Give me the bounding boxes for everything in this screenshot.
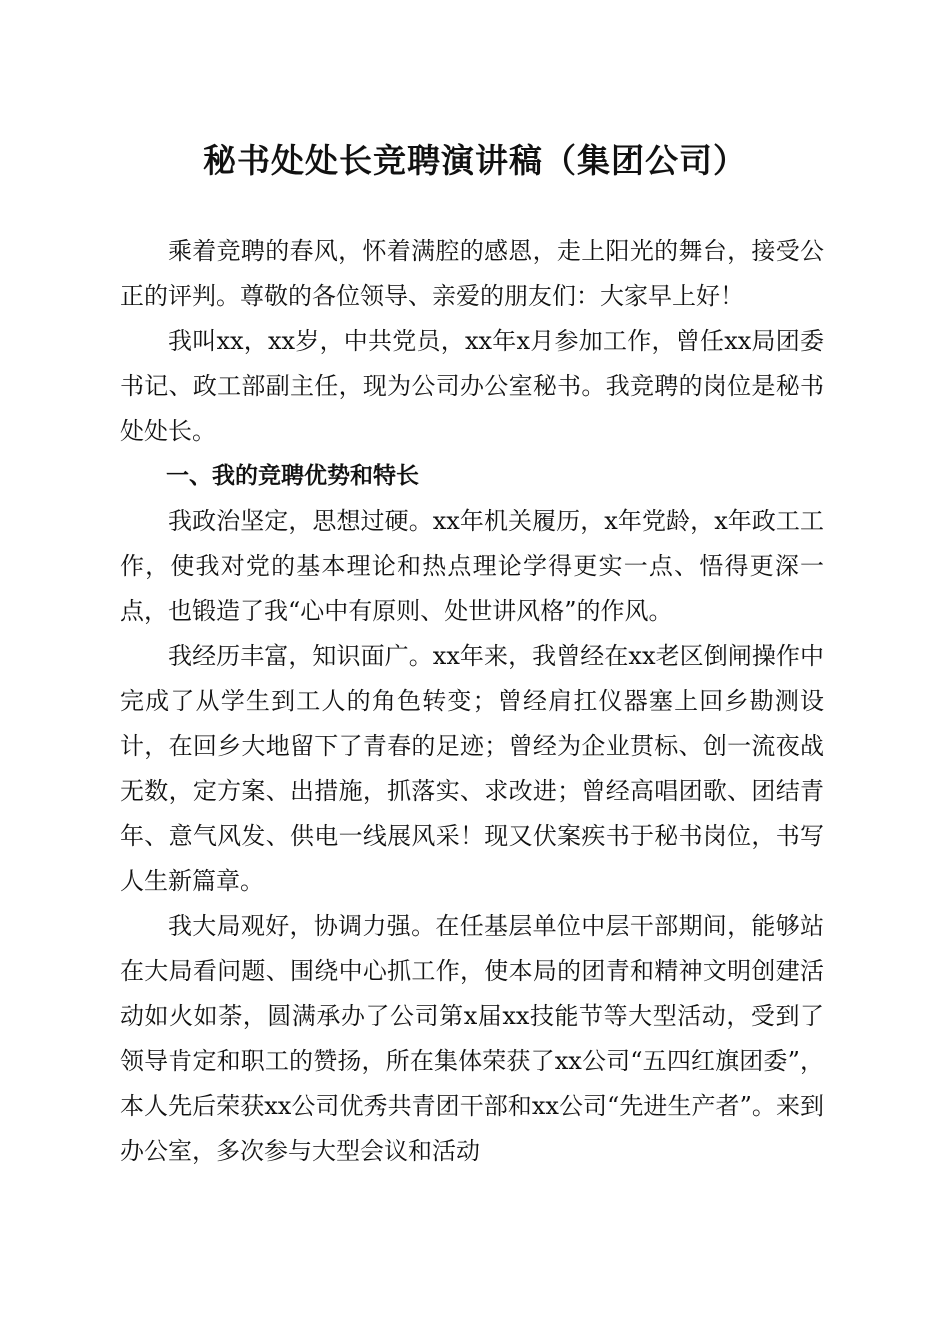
paragraph-experience: 我经历丰富，知识面广。xx年来，我曾经在xx老区倒闸操作中完成了从学生到工人的角色转变；曾经肩扛仪器塞上回乡勘测设计，在回乡大地留下了青春的足迹；曾经为企业贯标、创一流夜战无数，定方案、出措施，抓落实、求改进；曾经高唱团歌、团结青年、意气风发、供电一线展风采！现又伏案疾书于秘书岗位，书写人生新篇章。 bbox=[120, 642, 824, 895]
document-title: 秘书处处长竞聘演讲稿（集团公司） bbox=[203, 141, 747, 180]
paragraph-political: 我政治坚定，思想过硬。xx年机关履历，x年党龄，x年政工工作，使我对党的基本理论和热点理论学得更实一点、悟得更深一点，也锻造了我“心中有原则、处世讲风格”的作风。 bbox=[120, 507, 824, 625]
paragraph-coordination: 我大局观好，协调力强。在任基层单位中层干部期间，能够站在大局看问题、围绕中心抓工作，使本局的团青和精神文明创建活动如火如荼，圆满承办了公司第x届xx技能节等大型活动，受到了领导肯定和职工的赞扬，所在集体荣获了xx公司“五四红旗团委”，本人先后荣获xx公司优秀共青团干部和xx公司“先进生产者”。来到办公室，多次参与大型会议和活动 bbox=[120, 912, 824, 1165]
paragraph-opening: 乘着竞聘的春风，怀着满腔的感恩，走上阳光的舞台，接受公正的评判。尊敬的各位领导、亲爱的朋友们：大家早上好！ bbox=[120, 237, 824, 310]
section-heading: 一、我的竞聘优势和特长 bbox=[166, 463, 419, 489]
document-body bbox=[120, 229, 824, 1174]
paragraph-self-introduction: 我叫xx，xx岁，中共党员，xx年x月参加工作，曾任xx局团委书记、政工部副主任，现为公司办公室秘书。我竞聘的岗位是秘书处处长。 bbox=[120, 327, 824, 445]
